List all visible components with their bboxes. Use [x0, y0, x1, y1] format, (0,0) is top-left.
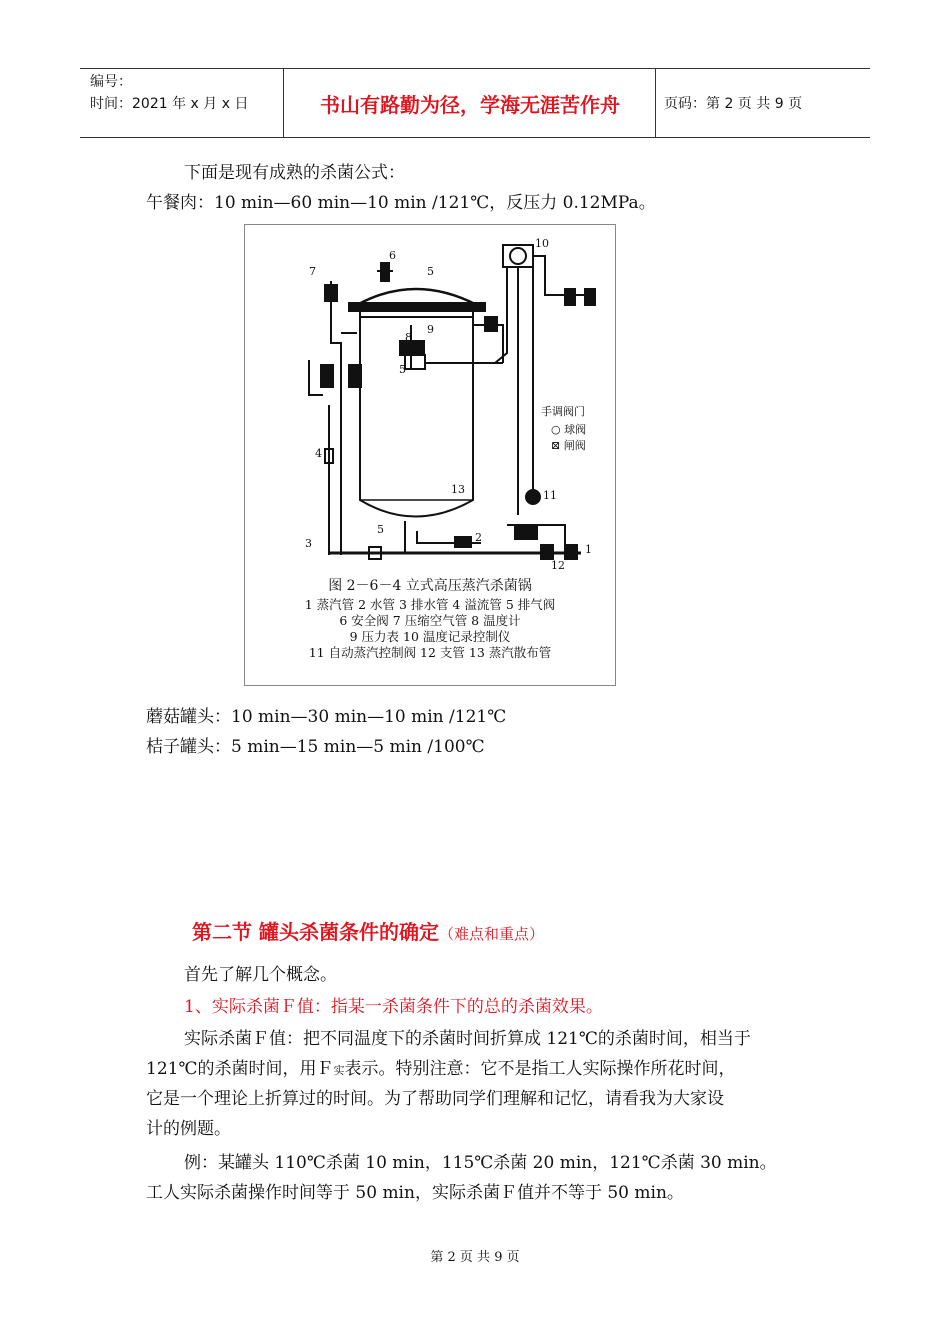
diagram-label: 5: [399, 363, 406, 376]
section-title: 第二节 罐头杀菌条件的确定: [192, 920, 439, 944]
diagram-label: 10: [535, 237, 549, 250]
diagram-label: 11: [543, 489, 557, 502]
diagram-label: 7: [309, 265, 316, 278]
diagram-label: 12: [551, 559, 565, 572]
header-page-info: 页码：第 2 页 共 9 页: [664, 96, 803, 112]
diagram-label: 9: [427, 323, 434, 336]
lid-flange: [349, 303, 485, 311]
subscript: 实: [333, 1064, 345, 1077]
section-note: （难点和重点）: [438, 925, 544, 943]
formula-mushroom: 蘑菇罐头：10 min—30 min—10 min /121℃: [146, 707, 507, 727]
example-line: 例：某罐头 110℃杀菌 10 min，115℃杀菌 20 min，121℃杀菌 30 min。: [184, 1153, 777, 1173]
temperature-recorder-dial: [510, 248, 526, 264]
diagram-label: 1: [585, 543, 592, 556]
intro-concepts: 首先了解几个概念。: [184, 965, 337, 985]
section-heading: [192, 916, 544, 945]
sterilizer-figure: [244, 224, 616, 686]
diagram-label: 8: [405, 331, 412, 344]
formula-lunch-meat: 午餐肉：10 min—60 min—10 min /121℃，反压力 0.12MPa。: [146, 193, 656, 213]
paragraph-line: 121℃的杀菌时间，用Ｆ实表示。特别注意：它不是指工人实际操作所花时间，: [146, 1059, 736, 1079]
figure-caption-line: 6 安全阀 7 压缩空气管 8 温度计: [339, 613, 521, 628]
legend-ball-valve: ○ 球阀: [551, 423, 587, 436]
intro-text: 下面是现有成熟的杀菌公式：: [184, 163, 405, 183]
example-line: 工人实际杀菌操作时间等于 50 min，实际杀菌Ｆ值并不等于 50 min。: [146, 1183, 684, 1203]
paragraph-line: 实际杀菌Ｆ值：把不同温度下的杀菌时间折算成 121℃的杀菌时间，相当于: [184, 1029, 751, 1049]
lid-rim: [360, 311, 473, 317]
figure-caption-line: 9 压力表 10 温度记录控制仪: [349, 629, 511, 644]
document-number-label: 编号：: [90, 74, 132, 90]
paragraph-line: 它是一个理论上折算过的时间。为了帮助同学们理解和记忆，请看我为大家设: [146, 1089, 724, 1109]
header-meta: [90, 71, 248, 115]
diagram-label: 5: [427, 265, 434, 278]
figure-caption-line: 11 自动蒸汽控制阀 12 支管 13 蒸汽散布管: [308, 645, 552, 660]
page-footer: 第 2 页 共 9 页: [430, 1250, 520, 1265]
legend-gate-valve: ⊠ 闸阀: [551, 439, 586, 452]
compressed-air-valve: [325, 285, 337, 301]
auto-steam-valve: [526, 490, 540, 504]
legend-title: 手调阀门: [541, 405, 585, 418]
concept-1-definition: 1、实际杀菌Ｆ值：指某一杀菌条件下的总的杀菌效果。: [184, 997, 603, 1017]
figure-caption-line: 1 蒸汽管 2 水管 3 排水管 4 溢流管 5 排气阀: [304, 597, 556, 612]
diagram-label: 3: [305, 537, 312, 550]
diagram-label: 6: [389, 249, 396, 262]
compressed-air-pipe: [331, 281, 341, 555]
diagram-label: 2: [475, 531, 482, 544]
diagram-label: 4: [315, 447, 322, 460]
gauge-box: [405, 355, 425, 369]
header-motto: 书山有路勤为径，学海无涯苦作舟: [320, 93, 620, 117]
document-date: 时间：2021 年 x 月 x 日: [90, 96, 249, 112]
figure-caption-title: 图 2－6－4 立式高压蒸汽杀菌锅: [328, 578, 532, 594]
diagram-label: 5: [377, 523, 384, 536]
paragraph-line: 计的例题。: [146, 1119, 231, 1139]
page-header: [80, 68, 870, 138]
diagram-label: 13: [451, 483, 465, 496]
formula-orange: 桔子罐头：5 min—15 min—5 min /100℃: [146, 737, 485, 757]
